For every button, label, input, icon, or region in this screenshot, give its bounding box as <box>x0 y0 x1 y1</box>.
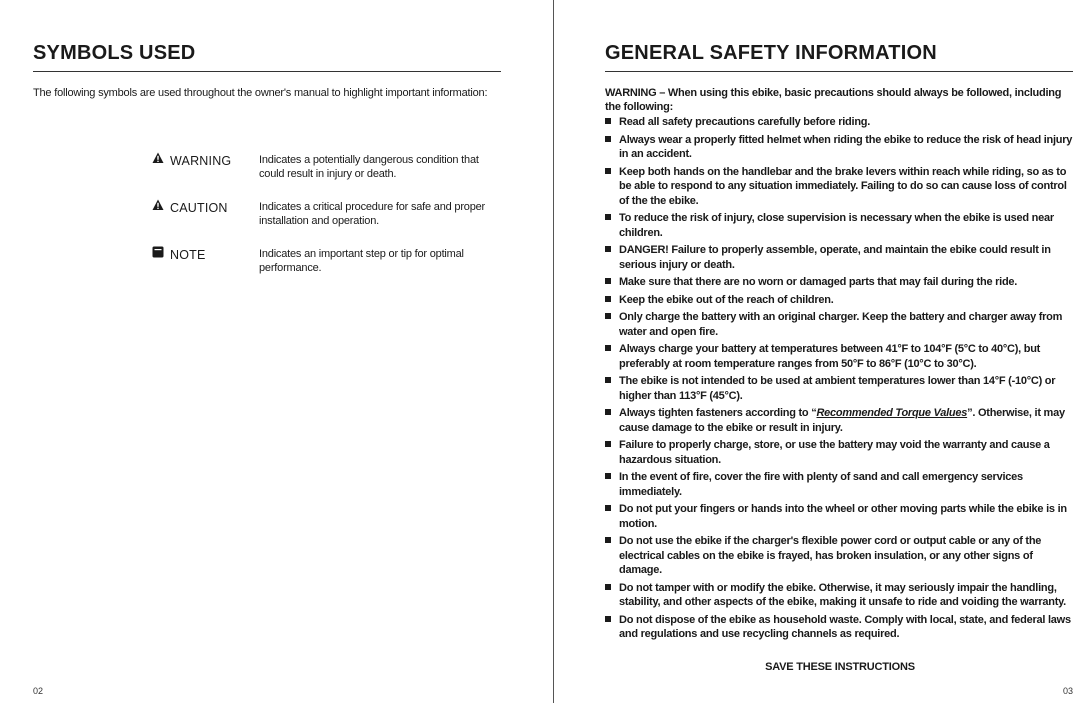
save-instructions-note: SAVE THESE INSTRUCTIONS <box>765 661 915 673</box>
list-item <box>605 133 1075 162</box>
bullet-icon <box>605 214 611 220</box>
list-item-text: Do not tamper with or modify the ebike. Otherwise, it may seriously impair the handling, stability, and other aspects of the ebike, making it unsafe to ride and voiding the warranty. <box>619 581 1066 608</box>
bullet-icon <box>605 616 611 622</box>
list-item-text: Do not dispose of the ebike as household waste. Comply with local, state, and federal laws and regulations and use recycling channels as required. <box>619 613 1071 640</box>
list-item <box>605 613 1075 642</box>
bullet-icon <box>605 441 611 447</box>
title-divider <box>33 71 501 72</box>
list-item-text: Keep both hands on the handlebar and the brake levers within reach while riding, so as to be able to respond to any situation immediately. Failing to do so can cause loss of control of the the ebike. <box>619 165 1067 207</box>
symbol-description: Indicates an important step or tip for optimal performance. <box>259 248 464 274</box>
bullet-icon <box>605 118 611 124</box>
symbol-description: Indicates a critical procedure for safe and proper installation and operation. <box>259 201 486 227</box>
list-item-text: To reduce the risk of injury, close supervision is necessary when the ebike is used near children. <box>619 212 1054 239</box>
warning-intro: WARNING – When using this ebike, basic precautions should always be followed, including the following: <box>605 87 1062 113</box>
list-item-text: Do not put your fingers or hands into the wheel or other moving parts while the ebike is in motion. <box>619 503 1067 530</box>
bullet-icon <box>605 246 611 252</box>
symbol-name: CAUTION <box>170 201 228 215</box>
list-item-text: DANGER! Failure to properly assemble, operate, and maintain the ebike could result in serious injury or death. <box>619 244 1051 271</box>
list-item-text: Do not use the ebike if the charger's flexible power cord or output cable or any of the electrical cables on the ebike is frayed, has broken insulation, or any other signs of damage. <box>619 535 1042 576</box>
list-item <box>605 502 1075 531</box>
list-item <box>605 581 1075 610</box>
list-item <box>605 243 1075 272</box>
warning-triangle-icon <box>152 152 164 164</box>
list-item-text: Always wear a properly fitted helmet when riding the ebike to reduce the risk of head injury in an accident. <box>619 133 1073 160</box>
list-item-text: Always charge your battery at temperatures between 41°F to 104°F (5°C to 40°C), but preferably at room temperature ranges from 50°F to 86°F (10°C to 30°C). <box>619 343 1041 370</box>
caution-triangle-icon <box>152 199 164 211</box>
list-item-text: Make sure that there are no worn or damaged parts that may fail during the ride. <box>619 276 1018 288</box>
list-item-text: Failure to properly charge, store, or use the battery may void the warranty and cause a hazardous situation. <box>619 439 1050 466</box>
list-item-text: Read all safety precautions carefully before riding. <box>619 116 871 128</box>
title-divider <box>605 71 1073 72</box>
bullet-icon <box>605 505 611 511</box>
list-item <box>605 342 1075 371</box>
bullet-icon <box>605 136 611 142</box>
bullet-icon <box>605 168 611 174</box>
bullet-icon <box>605 278 611 284</box>
symbol-name: NOTE <box>170 248 206 262</box>
list-item-text: ”. Otherwise, it may cause damage to the ebike or result in injury. <box>619 407 1065 434</box>
list-item <box>605 275 1075 290</box>
bullet-icon <box>605 537 611 543</box>
symbol-row-note <box>152 246 502 282</box>
symbol-row-caution <box>152 199 502 235</box>
safety-list <box>605 115 1075 645</box>
list-item-text: Keep the ebike out of the reach of children. <box>619 293 834 306</box>
symbol-description: Indicates a potentially dangerous condition that could result in injury or death. <box>259 154 479 180</box>
note-icon <box>152 246 164 258</box>
list-item <box>605 438 1075 467</box>
list-item <box>605 165 1075 209</box>
list-item <box>605 406 1075 435</box>
page-number: 02 <box>33 686 44 696</box>
list-item-text: Always tighten fasteners according to “ <box>619 407 817 419</box>
bullet-icon <box>605 409 611 415</box>
list-item <box>605 293 1075 308</box>
page-title: SYMBOLS USED <box>33 42 196 64</box>
list-item-text: The ebike is not intended to be used at ambient temperatures lower than 14°F (-10°C) or higher than 113°F (45°C). <box>619 375 1056 402</box>
list-item <box>605 211 1075 240</box>
page-title: GENERAL SAFETY INFORMATION <box>605 42 937 64</box>
bullet-icon <box>605 296 611 302</box>
symbol-row-warning <box>152 152 502 188</box>
list-item <box>605 374 1075 403</box>
list-item <box>605 534 1075 578</box>
list-item <box>605 310 1075 339</box>
right-page <box>554 0 1085 703</box>
list-item-text: Only charge the battery with an original charger. Keep the battery and charger away from water and open fire. <box>619 311 1063 338</box>
bullet-icon <box>605 377 611 383</box>
list-item <box>605 115 1075 130</box>
list-item <box>605 470 1075 499</box>
bullet-icon <box>605 473 611 479</box>
intro-text: The following symbols are used throughout the owner's manual to highlight important information: <box>33 87 488 99</box>
page-number: 03 <box>1062 686 1073 696</box>
bullet-icon <box>605 584 611 590</box>
torque-values-link[interactable]: Recommended Torque Values <box>816 407 968 419</box>
symbol-name: WARNING <box>170 154 232 168</box>
bullet-icon <box>605 313 611 319</box>
bullet-icon <box>605 345 611 351</box>
list-item-text: In the event of fire, cover the fire with plenty of sand and call emergency services immediately. <box>619 471 1023 498</box>
